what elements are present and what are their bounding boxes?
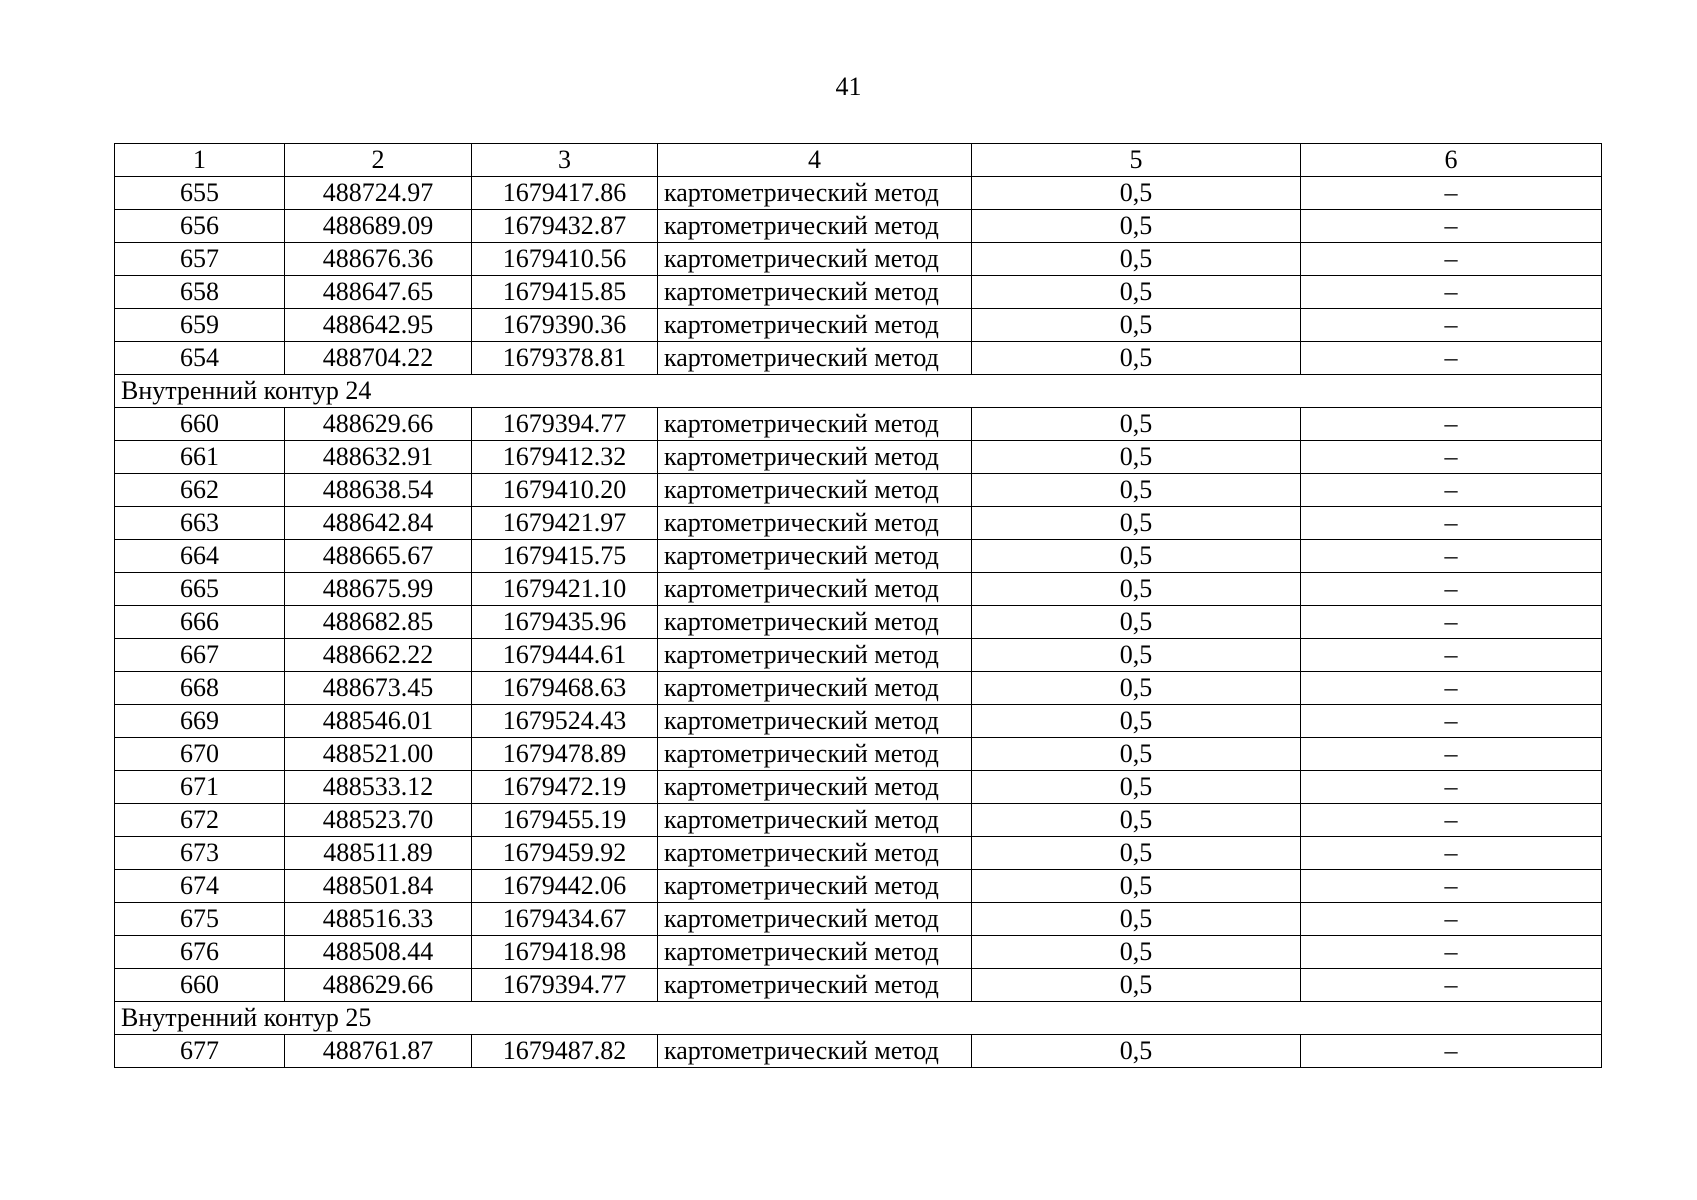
accuracy-cell: 0,5	[972, 177, 1301, 210]
table-row	[115, 177, 1602, 210]
accuracy-cell: 0,5	[972, 738, 1301, 771]
y-coordinate-cell: 1679410.20	[472, 474, 658, 507]
page-number: 41	[835, 72, 862, 101]
table-row	[115, 210, 1602, 243]
y-coordinate-cell: 1679434.67	[472, 903, 658, 936]
accuracy-cell: 0,5	[972, 1035, 1301, 1068]
table-row	[115, 870, 1602, 903]
point-number-cell: 677	[115, 1035, 285, 1068]
coordinates-table	[114, 143, 1602, 1068]
method-cell: картометрический метод	[658, 672, 972, 705]
note-cell: –	[1301, 969, 1602, 1002]
note-cell: –	[1301, 870, 1602, 903]
table-row	[115, 507, 1602, 540]
note-cell: –	[1301, 276, 1602, 309]
accuracy-cell: 0,5	[972, 309, 1301, 342]
table-row	[115, 540, 1602, 573]
section-row	[115, 375, 1602, 408]
x-coordinate-cell: 488676.36	[285, 243, 472, 276]
method-cell: картометрический метод	[658, 771, 972, 804]
table-row	[115, 342, 1602, 375]
note-cell: –	[1301, 441, 1602, 474]
method-cell: картометрический метод	[658, 870, 972, 903]
section-label: Внутренний контур 25	[115, 1002, 1602, 1035]
y-coordinate-cell: 1679390.36	[472, 309, 658, 342]
accuracy-cell: 0,5	[972, 606, 1301, 639]
y-coordinate-cell: 1679410.56	[472, 243, 658, 276]
table-row	[115, 573, 1602, 606]
header-cell: 6	[1301, 144, 1602, 177]
method-cell: картометрический метод	[658, 639, 972, 672]
method-cell: картометрический метод	[658, 936, 972, 969]
accuracy-cell: 0,5	[972, 936, 1301, 969]
table-row	[115, 804, 1602, 837]
x-coordinate-cell: 488675.99	[285, 573, 472, 606]
point-number-cell: 662	[115, 474, 285, 507]
y-coordinate-cell: 1679468.63	[472, 672, 658, 705]
section-row	[115, 1002, 1602, 1035]
table-row	[115, 243, 1602, 276]
note-cell: –	[1301, 342, 1602, 375]
x-coordinate-cell: 488642.95	[285, 309, 472, 342]
header-cell: 2	[285, 144, 472, 177]
note-cell: –	[1301, 177, 1602, 210]
note-cell: –	[1301, 771, 1602, 804]
point-number-cell: 670	[115, 738, 285, 771]
x-coordinate-cell: 488662.22	[285, 639, 472, 672]
point-number-cell: 672	[115, 804, 285, 837]
method-cell: картометрический метод	[658, 1035, 972, 1068]
x-coordinate-cell: 488724.97	[285, 177, 472, 210]
x-coordinate-cell: 488533.12	[285, 771, 472, 804]
y-coordinate-cell: 1679417.86	[472, 177, 658, 210]
header-cell: 3	[472, 144, 658, 177]
table-row	[115, 837, 1602, 870]
method-cell: картометрический метод	[658, 243, 972, 276]
x-coordinate-cell: 488665.67	[285, 540, 472, 573]
note-cell: –	[1301, 639, 1602, 672]
note-cell: –	[1301, 210, 1602, 243]
header-cell: 4	[658, 144, 972, 177]
y-coordinate-cell: 1679415.75	[472, 540, 658, 573]
y-coordinate-cell: 1679455.19	[472, 804, 658, 837]
y-coordinate-cell: 1679394.77	[472, 969, 658, 1002]
y-coordinate-cell: 1679421.97	[472, 507, 658, 540]
note-cell: –	[1301, 672, 1602, 705]
accuracy-cell: 0,5	[972, 441, 1301, 474]
x-coordinate-cell: 488632.91	[285, 441, 472, 474]
method-cell: картометрический метод	[658, 342, 972, 375]
table-row	[115, 441, 1602, 474]
y-coordinate-cell: 1679415.85	[472, 276, 658, 309]
y-coordinate-cell: 1679459.92	[472, 837, 658, 870]
x-coordinate-cell: 488546.01	[285, 705, 472, 738]
note-cell: –	[1301, 837, 1602, 870]
y-coordinate-cell: 1679421.10	[472, 573, 658, 606]
accuracy-cell: 0,5	[972, 639, 1301, 672]
accuracy-cell: 0,5	[972, 672, 1301, 705]
header-cell: 5	[972, 144, 1301, 177]
note-cell: –	[1301, 507, 1602, 540]
point-number-cell: 675	[115, 903, 285, 936]
x-coordinate-cell: 488511.89	[285, 837, 472, 870]
accuracy-cell: 0,5	[972, 474, 1301, 507]
point-number-cell: 673	[115, 837, 285, 870]
section-label: Внутренний контур 24	[115, 375, 1602, 408]
method-cell: картометрический метод	[658, 837, 972, 870]
accuracy-cell: 0,5	[972, 408, 1301, 441]
y-coordinate-cell: 1679418.98	[472, 936, 658, 969]
accuracy-cell: 0,5	[972, 507, 1301, 540]
method-cell: картометрический метод	[658, 507, 972, 540]
point-number-cell: 654	[115, 342, 285, 375]
x-coordinate-cell: 488761.87	[285, 1035, 472, 1068]
method-cell: картометрический метод	[658, 705, 972, 738]
y-coordinate-cell: 1679412.32	[472, 441, 658, 474]
point-number-cell: 655	[115, 177, 285, 210]
table-row	[115, 969, 1602, 1002]
point-number-cell: 667	[115, 639, 285, 672]
note-cell: –	[1301, 243, 1602, 276]
table-row	[115, 771, 1602, 804]
note-cell: –	[1301, 738, 1602, 771]
table-row	[115, 408, 1602, 441]
table-row	[115, 309, 1602, 342]
method-cell: картометрический метод	[658, 408, 972, 441]
y-coordinate-cell: 1679442.06	[472, 870, 658, 903]
accuracy-cell: 0,5	[972, 771, 1301, 804]
accuracy-cell: 0,5	[972, 573, 1301, 606]
method-cell: картометрический метод	[658, 540, 972, 573]
point-number-cell: 657	[115, 243, 285, 276]
point-number-cell: 666	[115, 606, 285, 639]
note-cell: –	[1301, 474, 1602, 507]
y-coordinate-cell: 1679524.43	[472, 705, 658, 738]
x-coordinate-cell: 488521.00	[285, 738, 472, 771]
point-number-cell: 660	[115, 969, 285, 1002]
x-coordinate-cell: 488647.65	[285, 276, 472, 309]
accuracy-cell: 0,5	[972, 837, 1301, 870]
note-cell: –	[1301, 309, 1602, 342]
table-header	[115, 144, 1602, 177]
point-number-cell: 663	[115, 507, 285, 540]
y-coordinate-cell: 1679472.19	[472, 771, 658, 804]
x-coordinate-cell: 488704.22	[285, 342, 472, 375]
x-coordinate-cell: 488523.70	[285, 804, 472, 837]
note-cell: –	[1301, 936, 1602, 969]
note-cell: –	[1301, 804, 1602, 837]
y-coordinate-cell: 1679435.96	[472, 606, 658, 639]
x-coordinate-cell: 488689.09	[285, 210, 472, 243]
table-row	[115, 705, 1602, 738]
note-cell: –	[1301, 540, 1602, 573]
table-row	[115, 276, 1602, 309]
point-number-cell: 671	[115, 771, 285, 804]
accuracy-cell: 0,5	[972, 342, 1301, 375]
table-row	[115, 639, 1602, 672]
accuracy-cell: 0,5	[972, 903, 1301, 936]
x-coordinate-cell: 488501.84	[285, 870, 472, 903]
x-coordinate-cell: 488508.44	[285, 936, 472, 969]
method-cell: картометрический метод	[658, 903, 972, 936]
method-cell: картометрический метод	[658, 738, 972, 771]
table-row	[115, 1035, 1602, 1068]
y-coordinate-cell: 1679378.81	[472, 342, 658, 375]
accuracy-cell: 0,5	[972, 870, 1301, 903]
note-cell: –	[1301, 408, 1602, 441]
method-cell: картометрический метод	[658, 969, 972, 1002]
x-coordinate-cell: 488642.84	[285, 507, 472, 540]
method-cell: картометрический метод	[658, 177, 972, 210]
table-row	[115, 903, 1602, 936]
y-coordinate-cell: 1679394.77	[472, 408, 658, 441]
accuracy-cell: 0,5	[972, 705, 1301, 738]
y-coordinate-cell: 1679487.82	[472, 1035, 658, 1068]
accuracy-cell: 0,5	[972, 210, 1301, 243]
point-number-cell: 664	[115, 540, 285, 573]
accuracy-cell: 0,5	[972, 540, 1301, 573]
point-number-cell: 669	[115, 705, 285, 738]
x-coordinate-cell: 488629.66	[285, 969, 472, 1002]
point-number-cell: 659	[115, 309, 285, 342]
method-cell: картометрический метод	[658, 441, 972, 474]
accuracy-cell: 0,5	[972, 243, 1301, 276]
table-row	[115, 474, 1602, 507]
point-number-cell: 656	[115, 210, 285, 243]
y-coordinate-cell: 1679432.87	[472, 210, 658, 243]
point-number-cell: 665	[115, 573, 285, 606]
accuracy-cell: 0,5	[972, 969, 1301, 1002]
point-number-cell: 658	[115, 276, 285, 309]
method-cell: картометрический метод	[658, 276, 972, 309]
x-coordinate-cell: 488629.66	[285, 408, 472, 441]
method-cell: картометрический метод	[658, 606, 972, 639]
accuracy-cell: 0,5	[972, 276, 1301, 309]
y-coordinate-cell: 1679444.61	[472, 639, 658, 672]
note-cell: –	[1301, 1035, 1602, 1068]
y-coordinate-cell: 1679478.89	[472, 738, 658, 771]
note-cell: –	[1301, 705, 1602, 738]
method-cell: картометрический метод	[658, 474, 972, 507]
method-cell: картометрический метод	[658, 210, 972, 243]
note-cell: –	[1301, 903, 1602, 936]
header-cell: 1	[115, 144, 285, 177]
note-cell: –	[1301, 573, 1602, 606]
note-cell: –	[1301, 606, 1602, 639]
point-number-cell: 660	[115, 408, 285, 441]
accuracy-cell: 0,5	[972, 804, 1301, 837]
point-number-cell: 676	[115, 936, 285, 969]
x-coordinate-cell: 488673.45	[285, 672, 472, 705]
table-row	[115, 606, 1602, 639]
method-cell: картометрический метод	[658, 309, 972, 342]
point-number-cell: 661	[115, 441, 285, 474]
table-row	[115, 936, 1602, 969]
x-coordinate-cell: 488638.54	[285, 474, 472, 507]
table-row	[115, 672, 1602, 705]
x-coordinate-cell: 488682.85	[285, 606, 472, 639]
table-body	[115, 177, 1602, 1068]
table-row	[115, 738, 1602, 771]
x-coordinate-cell: 488516.33	[285, 903, 472, 936]
point-number-cell: 674	[115, 870, 285, 903]
method-cell: картометрический метод	[658, 804, 972, 837]
header-row	[115, 144, 1602, 177]
method-cell: картометрический метод	[658, 573, 972, 606]
point-number-cell: 668	[115, 672, 285, 705]
